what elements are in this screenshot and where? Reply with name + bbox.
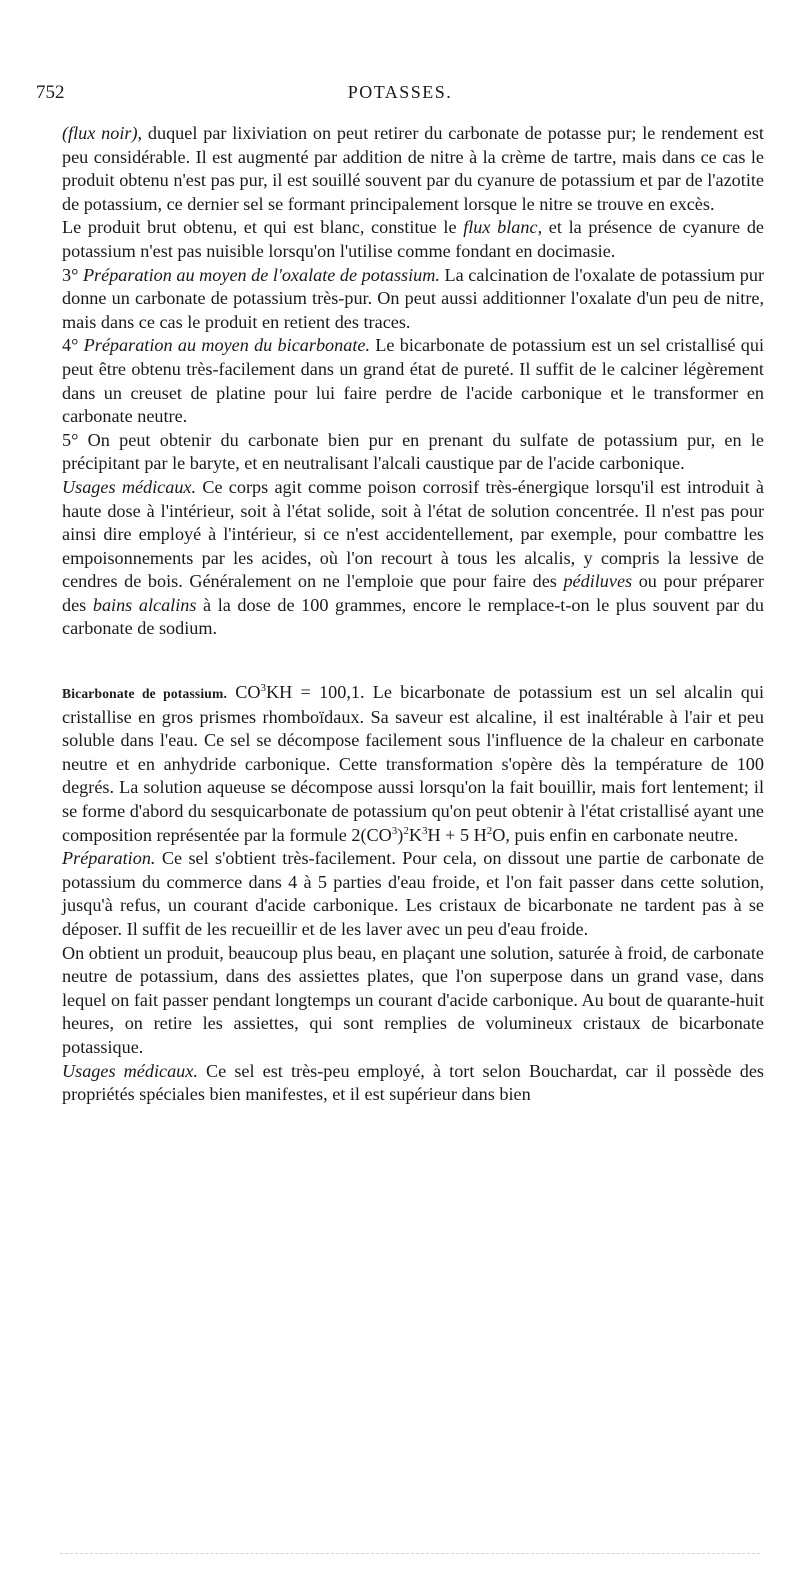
chemical-formula: [227, 682, 365, 702]
paragraph-text: ou pour préparer des: [62, 571, 764, 615]
section-gap: [62, 641, 764, 681]
item-number: 4°: [62, 335, 79, 356]
italic-term: bains alcalins: [92, 594, 197, 615]
paragraph-text: Le bicarbonate de potassium est un sel alcalin qui cristallise en gros prismes rhomboïdaux. Sa saveur est alcaline, il est inaltérable à l'air et peu soluble dans l'eau. Ce sel se décompose facilement sous l'influence de la chaleur en carbonate neutre et en anhydride carbonique. Cette transformation s'opère dès la température de 100 degrés. La solution aqueuse se décompose aussi lorsqu'on la fait bouillir, mais fort lentement; il se forme d'abord du sesquicarbonate de potassium qu'on peut obtenir à l'état cristallisé ayant une composition représentée par la formule 2(CO: [62, 682, 765, 845]
paragraph-text: On obtient un produit, beaucoup plus beau, en plaçant une solution, saturée à froid, de carbonate neutre de potassium, dans des assiettes plates, que l'on superpose dans un grand vase, dans lequel on fait passer pendant longtemps un courant d'acide carbonique. Au bout de quarante-huit heures, on retire les assiettes, qui sont remplies de volumineux cristaux de bicarbonate potassique.: [62, 942, 764, 1057]
paragraph-usages-bicarbonate: [62, 1060, 764, 1107]
paragraph-text: Ce corps agit comme poison corrosif très-énergique lorsqu'il est introduit à haute dose à l'intérieur, soit à l'état solide, soit à l'état de solution concentrée. Il n'est pas pour ainsi dire employé à l'intérieur, si ce n'est accidentellement, par exemple, pour combattre les empoisonnements par les acides, où l'on recourt à tous les alcalis, y compris la lessive de cendres de bois. Généralement on ne l'emploie que pour faire des: [62, 476, 764, 592]
paragraph-text: ): [397, 824, 404, 845]
page-number: 752: [36, 82, 65, 103]
paragraph-bicarbonate-entry: [62, 681, 764, 847]
formula-part: KH = 100,1.: [266, 682, 365, 703]
paragraph-text: Ce sel s'obtient très-facilement. Pour cela, on dissout une partie de carbonate de potassium du commerce dans 4 à 5 parties d'eau froide, et l'on fait passer dans cette solution, jusqu'à refus, un courant d'acide carbonique. Les cristaux de bicarbonate ne tardent pas à se déposer. Il suffit de les recueillir et de les laver avec un peu d'eau froide.: [62, 848, 764, 939]
paragraph-text: , et la présence de cyanure de potassium n'est pas nuisible lorsqu'on l'utilise comme fondant en docimasie.: [62, 217, 764, 261]
paragraph-text: Le bicarbonate de potassium est un sel cristallisé qui peut être obtenu très-facilement dans un grand état de pureté. Il suffit de le calciner légèrement dans un creuset de platine pour lui faire perdre de l'acide carbonique et le transformer en carbonate neutre.: [62, 335, 765, 427]
paragraph-text: La calcination de l'oxalate de potassium pur donne un carbonate de potassium très-pur. On peut aussi additionner l'oxalate d'un peu de nitre, mais dans ce cas le produit en retient des traces.: [62, 264, 764, 332]
paragraph-text: Le produit brut obtenu, et qui est blanc, constitue le: [62, 217, 464, 238]
paragraph-text: On peut obtenir du carbonate bien pur en prenant du sulfate de potassium pur, en le précipitant par le baryte, et en neutralisant l'alcali caustique par de l'acide carbonique.: [62, 429, 764, 474]
paragraph-usages-carbonate: [62, 476, 764, 641]
formula-superscript: 2: [486, 824, 493, 837]
section-subtitle: Préparation.: [62, 848, 156, 869]
paragraph-text: , duquel par lixiviation on peut retirer du carbonate de potasse pur; le rendement est peu considérable. Il est augmenté par addition de nitre à la crème de tartre, mais dans ce cas le produit obtenu n'est pas pur, il est souillé souvent par du cyanure de potassium et par de l'azotite de potassium, ce dernier sel se formant principalement lorsque le nitre se trouve en excès.: [62, 123, 764, 214]
formula-superscript: 3: [391, 824, 398, 837]
section-subtitle: Préparation au moyen de l'oxalate de potassium.: [82, 264, 440, 285]
paragraph-flux-noir: [62, 122, 764, 216]
entry-heading: Bicarbonate de potassium.: [62, 686, 228, 702]
italic-term: flux blanc: [463, 217, 538, 238]
paragraph-text: Ce sel est très-peu employé, à tort selon Bouchardat, car il possède des propriétés spéciales bien manifestes, et il est supérieur dans bien: [62, 1060, 764, 1105]
item-number: 3°: [62, 264, 79, 285]
paragraph-bicarbonate-method: [62, 334, 764, 428]
scan-artifact-line: [60, 1553, 760, 1557]
section-subtitle: Usages médicaux.: [62, 476, 197, 497]
formula-superscript: 2: [403, 824, 409, 837]
paragraph-text: O, puis enfin en carbonate neutre.: [492, 824, 739, 845]
paragraph-sulfate-method: [62, 429, 764, 476]
paragraph-better-product: [62, 942, 764, 1060]
italic-term: pédiluves: [563, 571, 633, 592]
paragraph-flux-blanc: [62, 216, 764, 263]
item-number: 5°: [62, 429, 79, 450]
paragraph-oxalate: [62, 264, 764, 335]
section-subtitle: Préparation au moyen du bicarbonate.: [83, 335, 370, 356]
body-text: [62, 122, 764, 1107]
section-subtitle: Usages médicaux.: [62, 1060, 198, 1081]
italic-term: (flux noir): [62, 123, 138, 143]
formula-superscript: 3: [422, 824, 428, 837]
formula-part: CO: [227, 682, 261, 703]
running-title: POTASSES.: [347, 82, 453, 102]
paragraph-text: à la dose de 100 grammes, encore le remplace-t-on le plus souvent par du carbonate de sodium.: [62, 594, 764, 639]
page-header: [36, 82, 764, 106]
paragraph-preparation: [62, 847, 764, 941]
paragraph-text: H + 5 H: [427, 824, 487, 845]
paragraph-text: K: [408, 824, 422, 845]
formula-superscript: 3: [260, 682, 267, 694]
